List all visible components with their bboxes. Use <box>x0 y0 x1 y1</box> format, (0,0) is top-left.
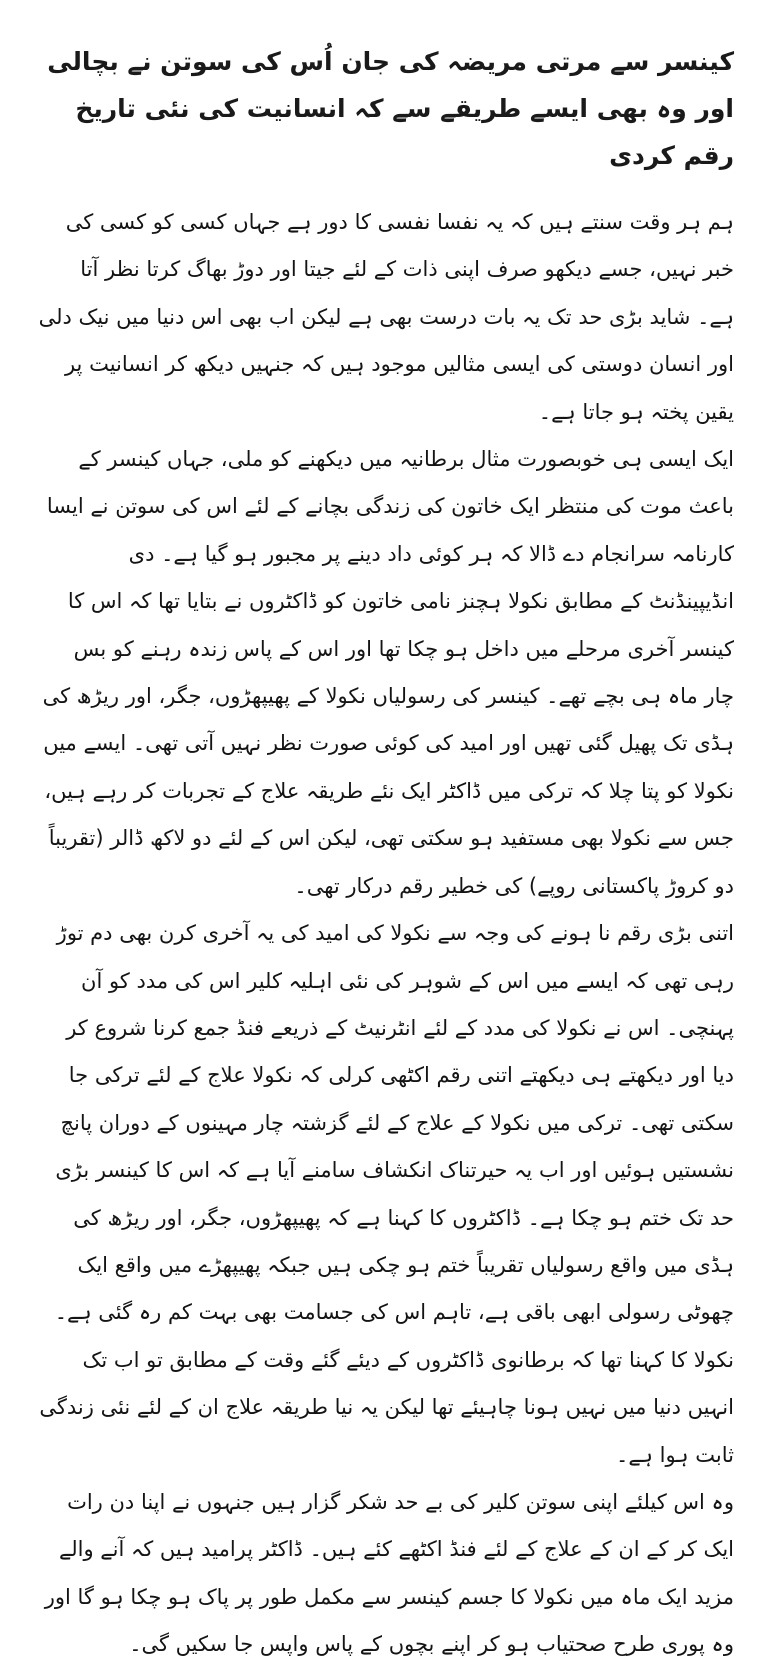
article-paragraph: ہم ہر وقت سنتے ہیں کہ یہ نفسا نفسی کا دور ہے جہاں کسی کو کسی کی خبر نہیں، جسے دیکھو صرف اپنی ذات کے لئے جیتا اور دوڑ بھاگ کرتا نظر آتا ہے۔ شاید بڑی حد تک یہ بات درست بھی ہے لیکن اب بھی اس دنیا میں نیک دلی اور انسان دوستی کی ایسی مثالیں موجود ہیں کہ جنہیں دیکھ کر انسانیت پر یقین پختہ ہو جاتا ہے۔ <box>38 210 734 424</box>
article-paragraph: ایک ایسی ہی خوبصورت مثال برطانیہ میں دیکھنے کو ملی، جہاں کینسر کے باعث موت کی منتظر ایک خاتون کی زندگی بچانے کے لئے اس کی سوتن نے ایسا کارنامہ سرانجام دے ڈالا کہ ہر کوئی داد دینے پر مجبور ہو گیا ہے۔ دی انڈیپینڈنٹ کے مطابق نکولا ہچنز نامی خاتون کو ڈاکٹروں نے بتایا تھا کہ اس کا کینسر آخری مرحلے میں داخل ہو چکا تھا اور اس کے پاس زندہ رہنے کو بس چار ماہ ہی بچے تھے۔ کینسر کی رسولیاں نکولا کے پھیپھڑوں، جگر، اور ریڑھ کی ہڈی تک پھیل گئی تھیں اور امید کی کوئی صورت نظر نہیں آتی تھی۔ ایسے میں نکولا کو پتا چلا کہ ترکی میں ڈاکٹر ایک نئے طریقہ علاج کے تجربات کر رہے ہیں، جس سے نکولا بھی مستفید ہو سکتی تھی، لیکن اس کے لئے دو لاکھ ڈالر (تقریباً دو کروڑ پاکستانی روپے) کی خطیر رقم درکار تھی۔ <box>42 447 734 898</box>
article-body <box>38 199 734 1669</box>
article-paragraph: اتنی بڑی رقم نا ہونے کی وجہ سے نکولا کی امید کی یہ آخری کرن بھی دم توڑ رہی تھی کہ ایسے میں اس کے شوہر کی نئی اہلیہ کلیر اس کی مدد کو آن پہنچی۔ اس نے نکولا کی مدد کے لئے انٹرنیٹ کے ذریعے فنڈ جمع کرنا شروع کر دیا اور دیکھتے ہی دیکھتے اتنی رقم اکٹھی کرلی کہ نکولا علاج کے لئے ترکی جا سکتی تھی۔ ترکی میں نکولا کے علاج کے لئے گزشتہ چار مہینوں کے دوران پانچ نشستیں ہوئیں اور اب یہ حیرتناک انکشاف سامنے آیا ہے کہ اس کا کینسر بڑی حد تک ختم ہو چکا ہے۔ ڈاکٹروں کا کہنا ہے کہ پھیپھڑوں، جگر، اور ریڑھ کی ہڈی میں واقع رسولیاں تقریباً ختم ہو چکی ہیں جبکہ پھیپھڑے میں واقع ایک چھوٹی رسولی ابھی باقی ہے، تاہم اس کی جسامت بھی بہت کم رہ گئی ہے۔ نکولا کا کہنا تھا کہ برطانوی ڈاکٹروں کے دیئے گئے وقت کے مطابق تو اب تک انہیں دنیا میں نہیں ہونا چاہیئے تھا لیکن یہ نیا طریقہ علاج ان کے لئے نئی زندگی ثابت ہوا ہے۔ <box>39 921 734 1467</box>
article <box>38 38 734 1669</box>
article-headline: کینسر سے مرتی مریضہ کی جان اُس کی سوتن نے بچالی اور وہ بھی ایسے طریقے سے کہ انسانیت کی نئی تاریخ رقم کردی <box>47 47 734 170</box>
article-paragraph: وہ اس کیلئے اپنی سوتن کلیر کی بے حد شکر گزار ہیں جنہوں نے اپنا دن رات ایک کر کے ان کے علاج کے لئے فنڈ اکٹھے کئے ہیں۔ ڈاکٹر پرامید ہیں کہ آنے والے مزید ایک ماہ میں نکولا کا جسم کینسر سے مکمل طور پر پاک ہو چکا ہو گا اور وہ پوری طرح صحتیاب ہو کر اپنے بچوں کے پاس واپس جا سکیں گی۔ <box>44 1489 734 1657</box>
